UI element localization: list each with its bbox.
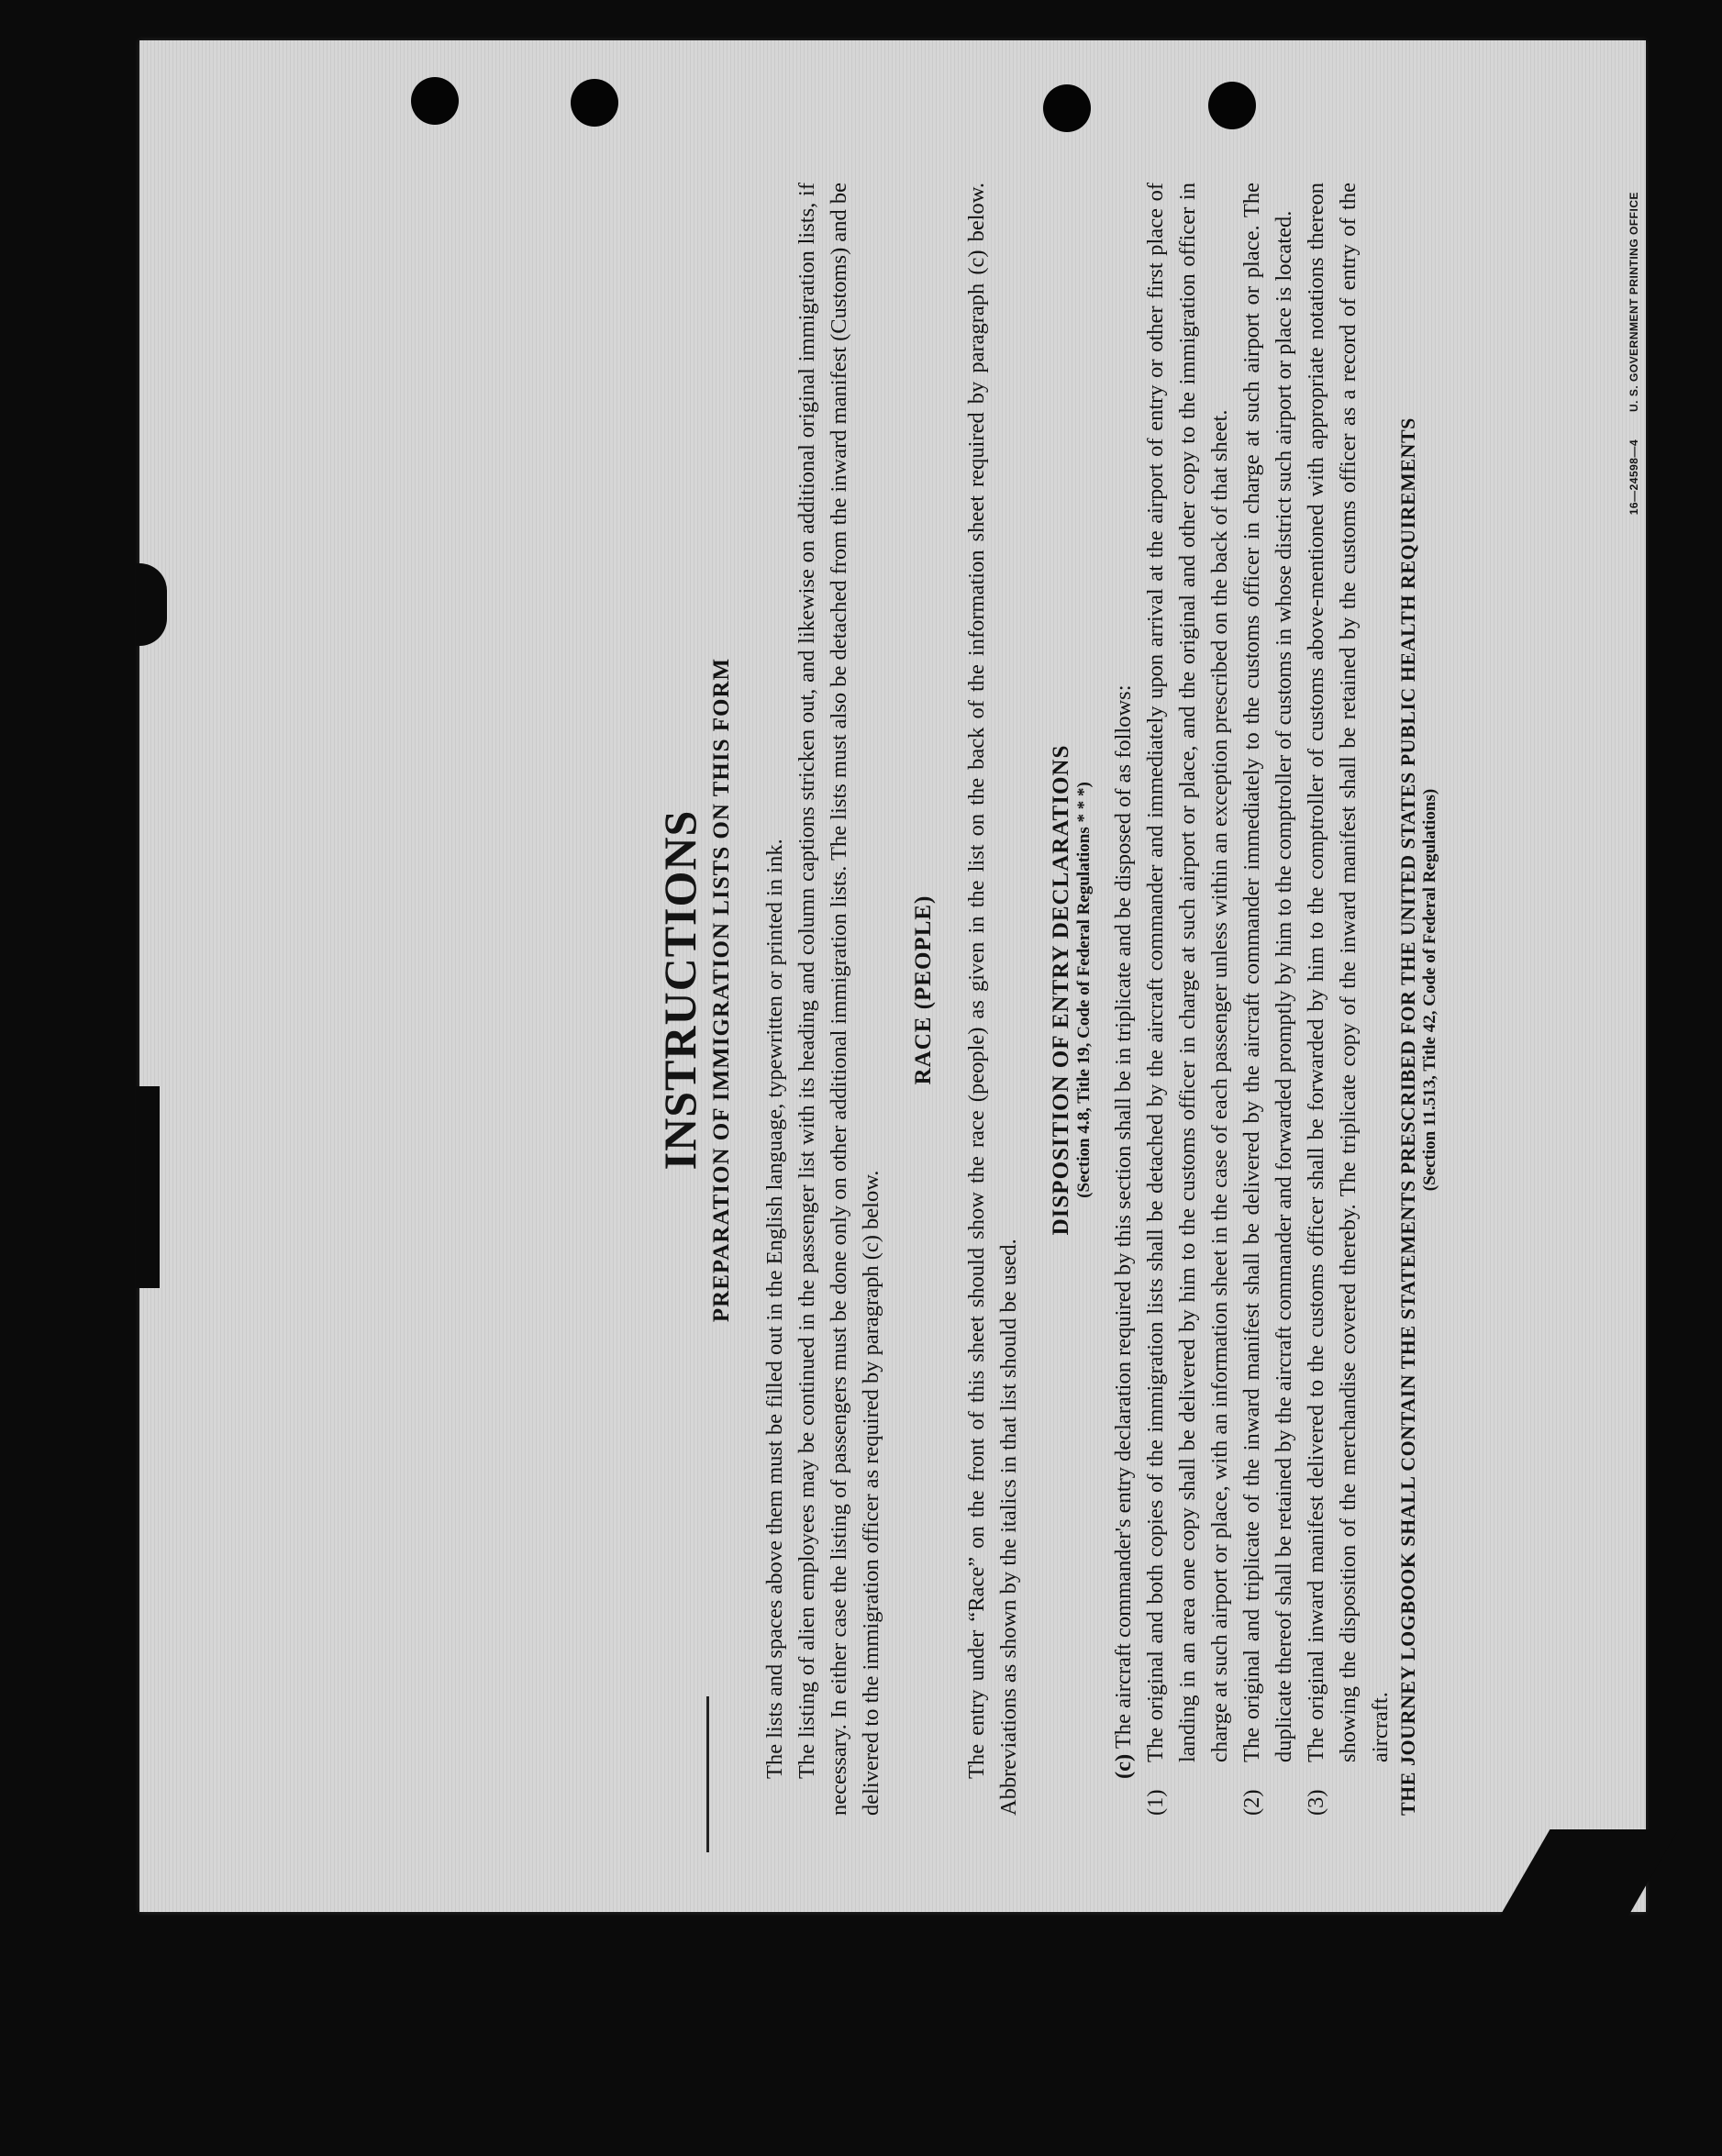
disposition-item [1139, 128, 1236, 1852]
disposition-intro [1107, 128, 1139, 1852]
printer-name: U. S. GOVERNMENT PRINTING OFFICE [1628, 192, 1640, 413]
form-number: 16—24598—4 [1628, 439, 1640, 516]
preparation-paragraph-1: The lists and spaces above them must be filled out in the English language, typewritten or printed in ink. [762, 839, 787, 1779]
page-title: INSTRUCTIONS [654, 809, 705, 1171]
punch-hole [411, 77, 459, 125]
punch-hole [1043, 84, 1091, 132]
rotated-content [653, 128, 1640, 1852]
intro-label: (c) [1111, 1753, 1136, 1779]
race-paragraph: The entry under “Race” on the front of this sheet should show the race (people) as given in the list on the back of the information sheet required by paragraph (c) below. Abbreviations as shown by the italics in that list should be used. [964, 183, 1021, 1816]
punch-hole [571, 79, 618, 127]
race-heading: RACE (PEOPLE) [911, 895, 936, 1085]
disposition-item [1236, 128, 1300, 1852]
item-number: (3) [1304, 1789, 1328, 1816]
preparation-paragraph-2: The listing of alien employees may be continued in the passenger list with its heading and column captions stricken out, and likewise on additional original immigration lists, if necessary. In either case the listing of passengers must be done only on other additional immigration lists. The lists must also be detached from the inward manifest (Customs) and be delivered to the immigration officer as required by paragraph (c) below. [794, 183, 883, 1816]
item-text: The original and both copies of the immigration lists shall be detached by the aircraft commander and immediately upon arrival at the airport of entry or other first place of landing in an area one copy shall be delivered by him to the customs officer in charge at such airport or place, and the original and other copy to the immigration officer in charge at such airport or place, with an information sheet in the case of each passenger unless within an exception prescribed on the back of that sheet. [1143, 183, 1232, 1762]
item-number: (2) [1239, 1789, 1264, 1816]
disposition-heading: DISPOSITION OF ENTRY DECLARATIONS [1049, 744, 1073, 1236]
torn-edge [136, 1086, 160, 1288]
footer-citation: (Section 11.513, Title 42, Code of Federal Regulations) [1420, 788, 1439, 1192]
punch-hole [1208, 82, 1256, 129]
document-sheet [139, 40, 1646, 1912]
torn-edge [136, 563, 167, 646]
disposition-citation: (Section 4.8, Title 19, Code of Federal Regulations * * *) [1074, 782, 1094, 1198]
item-text: The original and triplicate of the inward manifest shall be delivered by the aircraft commander immediately to the customs officer in charge at such airport or place. The duplicate thereof shall be retained by the aircraft commander and forwarded promptly by him to the comptroller of customs in whose district such airport or place is located. [1239, 183, 1296, 1762]
printer-imprint [1628, 192, 1640, 539]
intro-text: The aircraft commander's entry declaration required by this section shall be in triplicate and be disposed of as follows: [1111, 684, 1136, 1750]
item-text: The original inward manifest delivered to the customs officer shall be forwarded by him to the comptroller of customs above-mentioned with appropriate notations thereon showing the disposition of the merchandise covered thereby. The triplicate copy of the inward manifest shall be retained by the customs officer as a record of entry of the aircraft. [1304, 183, 1393, 1762]
item-number: (1) [1143, 1789, 1168, 1816]
preparation-heading: PREPARATION OF IMMIGRATION LISTS ON THIS FORM [709, 657, 734, 1323]
disposition-item [1300, 128, 1396, 1852]
footer-statement: THE JOURNEY LOGBOOK SHALL CONTAIN THE STATEMENTS PRESCRIBED FOR THE UNITED STATES PUBLIC HEALTH REQUIREMENTS [1396, 417, 1419, 1816]
